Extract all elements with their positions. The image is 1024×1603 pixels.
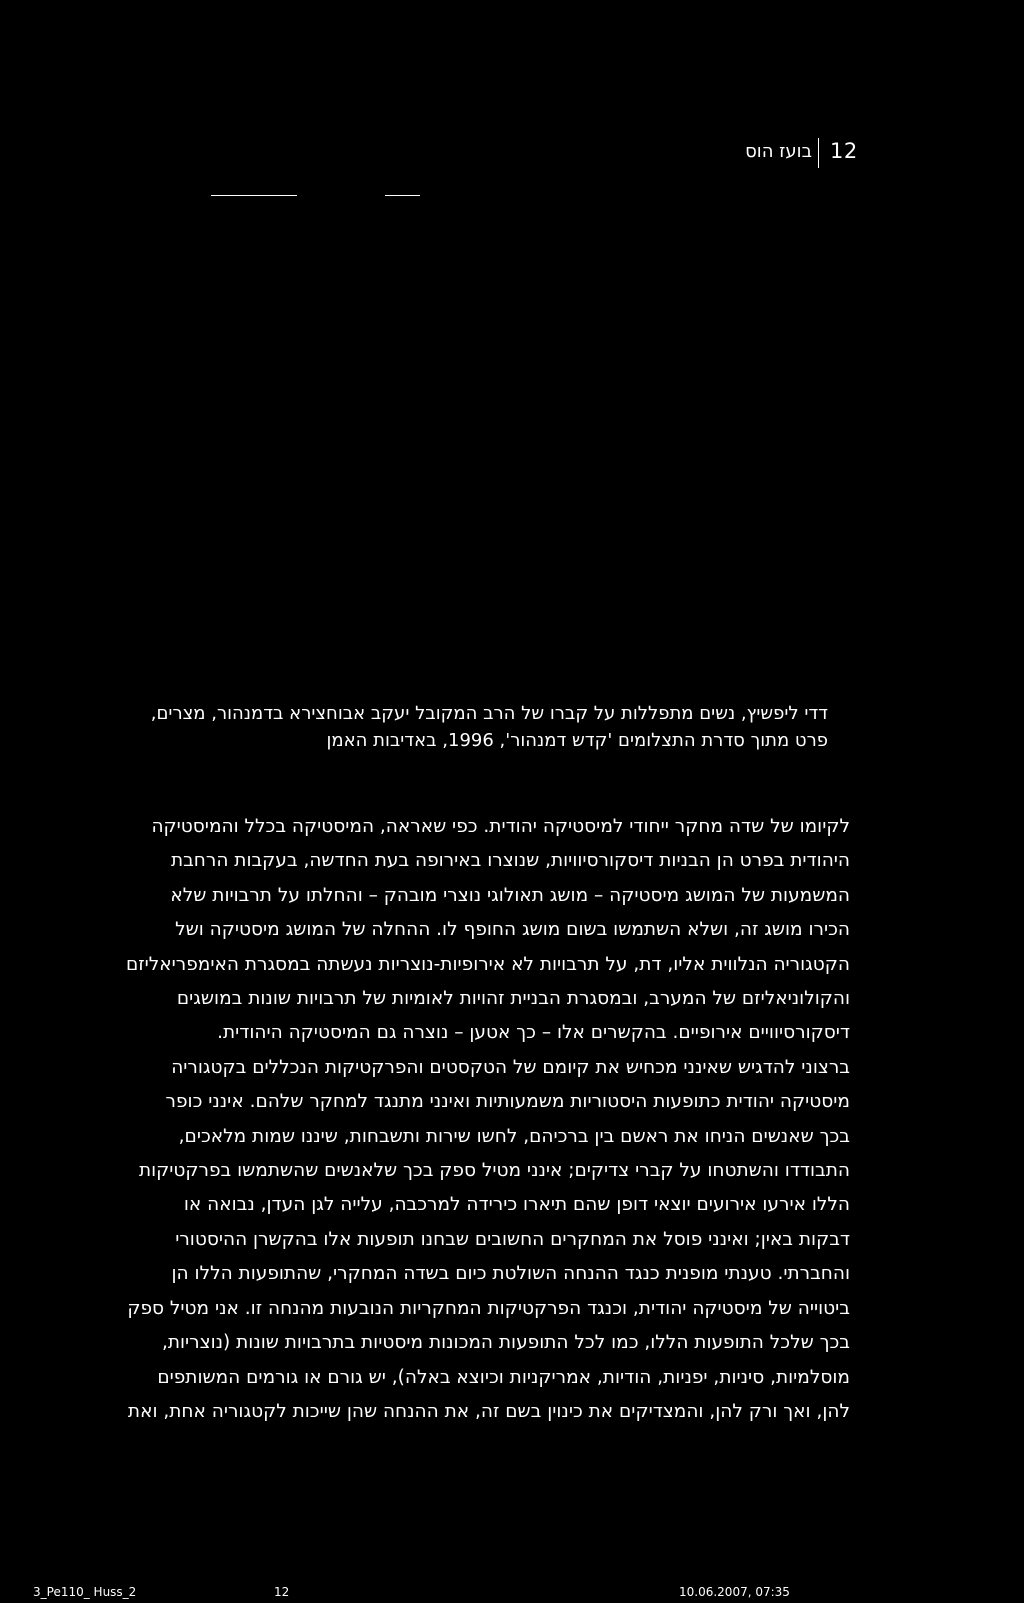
body-line: להן, ואך ורק להן, והמצדיקים את כינוין בשם זה, את ההנחה שהן שייכות לקטגוריה אחת, ואת bbox=[127, 1400, 850, 1422]
body-line: בכך שלכל התופעות הללו, כמו לכל התופעות המכונות מיסטיות בתרבויות שונות (נוצריות, bbox=[161, 1332, 850, 1354]
print-footer bbox=[0, 1585, 1024, 1603]
body-line: מוסלמיות, סיניות, יפניות, הודיות, אמריקניות וכיוצא באלה), יש גורם או גורמים המשותפים bbox=[157, 1366, 850, 1388]
running-head: בועז הוס bbox=[745, 141, 812, 162]
page-number: 12 bbox=[830, 139, 858, 163]
footer-file-label: 3_Pe110_ Huss_2 bbox=[33, 1585, 137, 1599]
footer-timestamp: 10.06.2007, 07:35 bbox=[679, 1585, 790, 1599]
body-line: לקיומו של שדה מחקר ייחודי למיסטיקה יהודית. כפי שאראה, המיסטיקה בכלל והמיסטיקה bbox=[151, 816, 850, 837]
header-divider bbox=[818, 138, 819, 168]
body-line: והחברתי. טענתי מופנית כנגד ההנחה השולטת כיום בשדה המחקרי, שהתופעות הללו הן bbox=[171, 1263, 850, 1285]
body-line: והקולוניאליזם של המערב, ובמסגרת הבניית זהויות לאומיות של תרבויות שונות במושגים bbox=[176, 988, 850, 1010]
body-line: מיסטיקה יהודית כתופעות היסטוריות משמעותיות ואינני מתנגד למחקר שלהם. אינני כופר bbox=[165, 1091, 850, 1113]
body-line: הכירו מושג זה, ושלא השתמשו בשום מושג החופף לו. ההחלה של המושג מיסטיקה ושל bbox=[175, 919, 850, 941]
body-line: בכך שאנשים הניחו את ראשם בין ברכיהם, לחשו שירות ותשבחות, שיננו שמות מלאכים, bbox=[178, 1125, 850, 1147]
body-line: הקטגוריה הנלווית אליו, דת, על תרבויות לא אירופיות-נוצריות נעשתה במסגרת האימפריאליזם bbox=[125, 953, 850, 975]
body-text bbox=[125, 810, 850, 1429]
decorative-rule-left bbox=[211, 195, 297, 196]
body-line: התבודדו והשתטחו על קברי צדיקים; אינני מטיל ספק בכך שלאנשים שהשתמשו בפרקטיקות bbox=[138, 1160, 850, 1182]
caption-line: פרט מתוך סדרת התצלומים 'קדש דמנהור', 1996, באדיבות האמן bbox=[326, 730, 828, 751]
footer-page-number: 12 bbox=[274, 1585, 290, 1599]
page-header bbox=[740, 138, 856, 172]
body-line: דבקות באין; ואינני פוסל את המחקרים החשובים שבחנו תופעות אלו בהקשרן ההיסטורי bbox=[175, 1228, 850, 1250]
body-line: ביטוייה של מיסטיקה יהודית, וכנגד הפרקטיקות המחקריות הנובעות מהנחה זו. אני מטיל ספק bbox=[127, 1297, 850, 1319]
body-line: המשמעות של המושג מיסטיקה – מושג תאולוגי נוצרי מובהק – והחלתו על תרבויות שלא bbox=[170, 884, 850, 906]
body-line: הללו אירעו אירועים יוצאי דופן שהם תיארו כירידה למרכבה, עלייה לגן העדן, נבואה או bbox=[183, 1194, 850, 1216]
body-line: היהודית בפרט הן הבניות דיסקורסיוויות, שנוצרו באירופה בעת החדשה, בעקבות הרחבת bbox=[170, 850, 850, 872]
image-caption bbox=[150, 700, 828, 754]
body-line: ברצוני להדגיש שאינני מכחיש את קיומם של הטקסטים והפרקטיקות הנכללים בקטגוריה bbox=[171, 1056, 850, 1078]
body-line: דיסקורסיוויים אירופיים. בהקשרים אלו – כך אטען – נוצרה גם המיסטיקה היהודית. bbox=[217, 1022, 850, 1044]
caption-line: דדי ליפשיץ, נשים מתפללות על קברו של הרב המקובל יעקב אבוחצירא בדמנהור, מצרים, bbox=[150, 703, 828, 724]
decorative-rule-right bbox=[385, 195, 420, 196]
